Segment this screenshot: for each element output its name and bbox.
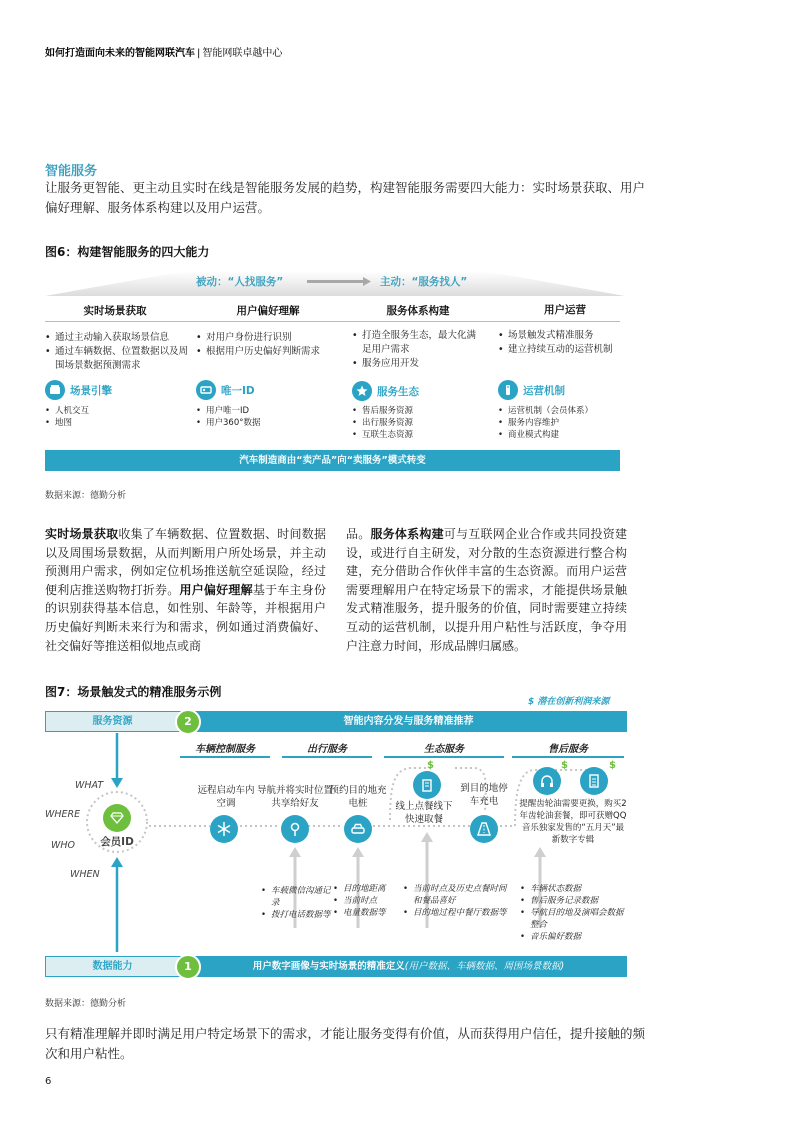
cap-sub-bullet: • 商业模式构建 <box>498 429 638 441</box>
cap-bullet: • 根据用户历史偏好判断需求 <box>196 345 346 359</box>
data-item: • 电量数据等 <box>333 907 403 919</box>
data-item: • 当前时点及历史点餐时间和餐品喜好 <box>403 883 513 907</box>
figure7-source: 数据来源：德勤分析 <box>45 999 127 1009</box>
flow-from-label: 被动：“人找服务” <box>196 276 284 288</box>
checklist-icon <box>580 767 608 795</box>
cap-sub-bullets <box>498 405 638 441</box>
top-bar-text: 智能内容分发与服务精准推荐 <box>343 716 474 727</box>
service-text: 预约目的地充电桩 <box>329 785 387 809</box>
header-separator: | <box>197 48 201 59</box>
member-id-label: 会员ID <box>100 836 134 848</box>
data-group <box>333 883 403 919</box>
bottom-bar-note: (用户数据、车辆数据、周围场景数据) <box>404 961 565 972</box>
header-divider <box>45 321 620 322</box>
body-term: 服务体系构建 <box>370 527 444 541</box>
operation-icon <box>498 380 518 400</box>
data-item: • 当前时点 <box>333 895 403 907</box>
cap-bullet: • 通过主动输入获取场景信息 <box>45 331 190 345</box>
cap-sub-bullet: • 地图 <box>45 417 185 429</box>
section-title: 智能服务 <box>45 164 98 179</box>
cap-sub-bullet: • 售后服务资源 <box>352 405 492 417</box>
w-label: WHEN <box>70 869 100 880</box>
dollar-icon: $ <box>528 697 535 707</box>
data-item: • 车载微信沟通记录 <box>261 885 331 909</box>
service-resource-label: 服务资源 <box>92 716 133 727</box>
cap-icon-row <box>45 380 112 400</box>
body-right-column <box>346 525 627 655</box>
body-text: 可与互联网企业合作或共同投资建设，或进行自主研发，对分散的生态资源进行整合构建，充分借助合作伙伴丰富的生态资源。而用户运营需要理解用户在特定场景下的需求，才能提供场景触发式精准服务，提升服务的价值，同时需要建立持续互动的运营机制，以提升用户粘性与活跃度，争夺用户注意力时间，形成品牌归属感。 <box>346 527 627 653</box>
dollar-icon: $ <box>561 760 568 771</box>
data-item: • 目的地过程中餐厅数据等 <box>403 907 513 919</box>
service-text: 线上点餐线下快速取餐 <box>395 801 453 825</box>
category-tab: 售后服务 <box>548 744 588 755</box>
cap-bullet: • 建立持续互动的运营机制 <box>498 343 628 357</box>
data-group <box>520 883 630 943</box>
cap-sub-bullets <box>196 405 336 429</box>
dollar-icon: $ <box>427 760 434 771</box>
data-item: • 目的地距离 <box>333 883 403 895</box>
header-org: 智能网联卓越中心 <box>202 48 283 59</box>
road-icon <box>470 815 498 843</box>
cap-sub-bullet: • 用户360°数据 <box>196 417 336 429</box>
diamond-icon <box>103 804 131 832</box>
header-title: 如何打造面向未来的智能网联汽车 <box>45 48 195 59</box>
star-service-icon <box>352 381 372 401</box>
flow-to-label: 主动：“服务找人” <box>380 276 468 288</box>
data-group <box>403 883 513 919</box>
cap-icon-label: 唯一ID <box>221 384 255 397</box>
cap-sub-bullets <box>352 405 492 441</box>
figure6-title: 图6：构建智能服务的四大能力 <box>45 245 210 259</box>
scene-engine-icon <box>45 380 65 400</box>
figure6-flow-band <box>45 271 625 298</box>
body-text: 基于车主身份的识别获得基本信息，如性别、年龄等，并根据用户历史偏好判断未来行为和需求，例如通过消费偏好、社交偏好等推送相似地点或商 <box>45 582 326 653</box>
cap-sub-bullet: • 用户唯一ID <box>196 405 336 417</box>
body-term: 实时场景获取 <box>45 527 119 541</box>
category-tab: 生态服务 <box>424 744 464 755</box>
running-header <box>45 44 282 59</box>
cap-sub-bullet: • 运营机制（会员体系） <box>498 405 638 417</box>
cap-bullets <box>196 331 346 359</box>
body-text: 品。 <box>346 527 371 541</box>
cap-bullet: • 打造全服务生态，最大化满足用户需求 <box>352 329 482 357</box>
headphones-icon <box>533 767 561 795</box>
cap-bullets <box>498 329 628 357</box>
data-item: • 导航目的地及演唱会数据整合 <box>520 907 630 931</box>
step-number-badge: 2 <box>175 709 201 735</box>
data-item: • 拨打电话数据等 <box>261 909 331 921</box>
cap-sub-bullet: • 出行服务资源 <box>352 417 492 429</box>
category-tab: 出行服务 <box>307 744 347 755</box>
bottom-bar-text <box>190 956 627 977</box>
service-text: 到目的地停车充电 <box>460 783 508 807</box>
cap-sub-bullets <box>45 405 185 429</box>
cap-heading: 用户运营 <box>544 304 586 316</box>
dollar-icon: $ <box>609 760 616 771</box>
w-label: WHERE <box>45 809 81 820</box>
bottom-bar-main: 用户数字画像与实时场景的精准定义 <box>252 961 405 972</box>
cap-heading: 用户偏好理解 <box>236 305 300 317</box>
figure6-source: 数据来源：德勤分析 <box>45 491 127 501</box>
cap-bullets <box>352 329 482 371</box>
data-item: • 车辆状态数据 <box>520 883 630 895</box>
cap-bullet: • 服务应用开发 <box>352 357 482 371</box>
closing-paragraph: 只有精准理解并即时满足用户特定场景下的需求，才能让服务变得有价值，从而获得用户信任，提升接触的频次和用户粘性。 <box>45 1026 646 1061</box>
cap-bullet: • 通过车辆数据、位置数据以及周围场景数据预测需求 <box>45 345 190 373</box>
snowflake-icon <box>210 815 238 843</box>
cap-sub-bullet: • 互联生态资源 <box>352 429 492 441</box>
cap-bullets <box>45 331 190 373</box>
service-text: 导航并将实时位置共享给好友 <box>256 785 333 809</box>
cap-icon-label: 服务生态 <box>377 385 419 398</box>
cap-sub-bullet: • 人机交互 <box>45 405 185 417</box>
figure7-note-text: 潜在创新利润来源 <box>537 697 610 707</box>
data-group <box>261 885 331 921</box>
cap-icon-label: 运营机制 <box>523 384 565 397</box>
car-icon <box>344 815 372 843</box>
cap-heading: 服务体系构建 <box>386 305 450 317</box>
figure7-note <box>528 694 609 707</box>
cap-sub-bullet: • 服务内容维护 <box>498 417 638 429</box>
figure6-bottom-bar: 汽车制造商由“卖产品”向“卖服务”模式转变 <box>45 450 620 471</box>
cap-icon-row <box>498 380 565 400</box>
cap-icon-row <box>196 380 255 400</box>
category-tab: 车辆控制服务 <box>195 744 255 755</box>
data-item: • 售后服务记录数据 <box>520 895 630 907</box>
unique-id-icon <box>196 380 216 400</box>
cap-heading: 实时场景获取 <box>83 305 147 317</box>
w-label: WHO <box>51 840 76 851</box>
data-item: • 音乐偏好数据 <box>520 931 630 943</box>
section-intro: 让服务更智能、更主动且实时在线是智能服务发展的趋势，构建智能服务需要四大能力：实时场景获取、用户偏好理解、服务体系构建以及用户运营。 <box>45 180 646 215</box>
w-label: WHAT <box>75 780 104 791</box>
body-term: 用户偏好理解 <box>179 582 253 597</box>
building-icon <box>413 771 441 799</box>
location-pin-icon <box>281 815 309 843</box>
service-text: 提醒齿轮油需要更换，购买2年齿轮油套餐，即可获赠QQ音乐独家发售的“五月天”最新数字专辑 <box>519 799 627 845</box>
page-number: 6 <box>45 1076 52 1087</box>
step-number-badge: 1 <box>175 954 201 980</box>
service-text: 远程启动车内空调 <box>197 785 255 809</box>
cap-bullet: • 场景触发式精准服务 <box>498 329 628 343</box>
figure7-title: 图7：场景触发式的精准服务示例 <box>45 685 222 699</box>
data-capability-label: 数据能力 <box>92 961 133 972</box>
cap-icon-row <box>352 381 419 401</box>
body-left-column <box>45 525 326 655</box>
cap-icon-label: 场景引擎 <box>70 384 112 397</box>
cap-bullet: • 对用户身份进行识别 <box>196 331 346 345</box>
body-text: 收集了车辆数据、位置数据、时间数据以及周围场景数据，从而判断用户所处场景，并主动预测用户需求，例如定位机场推送航空延误险，经过便利店推送购物打折券。 <box>45 527 326 597</box>
